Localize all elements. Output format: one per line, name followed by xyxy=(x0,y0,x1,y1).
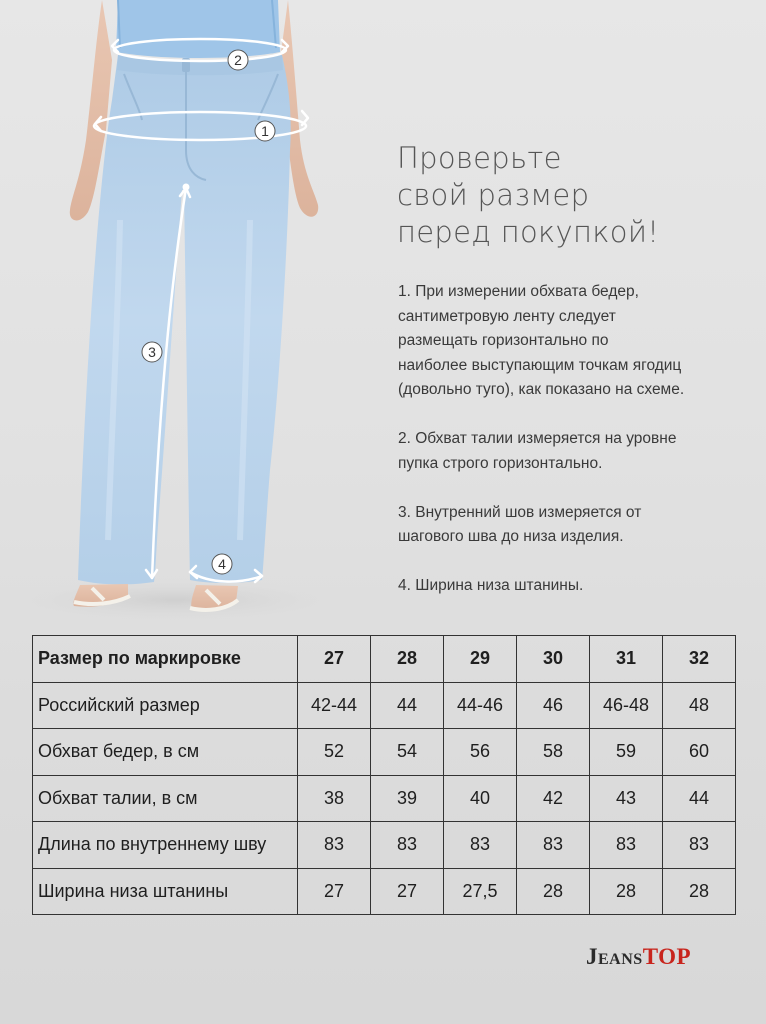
table-cell: Ширина низа штанины xyxy=(33,868,298,915)
table-cell: 43 xyxy=(590,775,663,822)
table-cell: 54 xyxy=(371,729,444,776)
table-cell: 44-46 xyxy=(444,682,517,729)
note-waist: 2. Обхват талии измеряется на уровне пупка строго горизонтально. xyxy=(398,430,677,472)
logo-jeans-text: Jeans xyxy=(586,944,643,969)
table-cell: Российский размер xyxy=(33,682,298,729)
logo-top-text: TOP xyxy=(642,944,692,969)
table-cell: 83 xyxy=(444,822,517,869)
table-cell: 42 xyxy=(517,775,590,822)
marker-1 xyxy=(255,121,275,141)
note-hem: 4. Ширина низа штанины. xyxy=(398,577,584,594)
table-cell: 27 xyxy=(371,868,444,915)
table-cell: Обхват талии, в см xyxy=(33,775,298,822)
table-cell: 48 xyxy=(663,682,736,729)
table-cell: 59 xyxy=(590,729,663,776)
table-header-row xyxy=(33,636,736,683)
table-cell: 28 xyxy=(590,868,663,915)
table-cell: 27,5 xyxy=(444,868,517,915)
table-cell: 38 xyxy=(298,775,371,822)
table-cell: 28 xyxy=(517,868,590,915)
marker-3 xyxy=(142,342,162,362)
table-cell: 83 xyxy=(298,822,371,869)
table-cell: 42-44 xyxy=(298,682,371,729)
heading-line: свой размер xyxy=(397,178,590,212)
marker-4 xyxy=(212,554,232,574)
svg-text:1: 1 xyxy=(261,123,269,139)
table-cell: 56 xyxy=(444,729,517,776)
table-cell: 83 xyxy=(517,822,590,869)
blue-top xyxy=(116,0,280,58)
svg-text:3: 3 xyxy=(148,344,156,360)
table-cell: 58 xyxy=(517,729,590,776)
heading-line: Проверьте xyxy=(397,141,562,175)
size-table xyxy=(32,635,736,915)
floor-shadow xyxy=(5,578,345,622)
table-cell: 60 xyxy=(663,729,736,776)
svg-text:4: 4 xyxy=(218,556,226,572)
heading-line: перед покупкой! xyxy=(397,215,660,249)
table-header-cell: 32 xyxy=(663,636,736,683)
page-heading xyxy=(397,140,737,251)
table-cell: 44 xyxy=(371,682,444,729)
table-row xyxy=(33,682,736,729)
marker-2 xyxy=(228,50,248,70)
table-cell: Обхват бедер, в см xyxy=(33,729,298,776)
table-row xyxy=(33,775,736,822)
table-row xyxy=(33,868,736,915)
table-cell: 83 xyxy=(371,822,444,869)
table-cell: 28 xyxy=(663,868,736,915)
table-header-cell: 29 xyxy=(444,636,517,683)
table-cell: 46-48 xyxy=(590,682,663,729)
note-inseam: 3. Внутренний шов измеряется от шагового шва до низа изделия. xyxy=(398,503,642,545)
table-cell: 46 xyxy=(517,682,590,729)
jeanstop-logo xyxy=(586,944,691,970)
table-row xyxy=(33,729,736,776)
table-header-cell: Размер по маркировке xyxy=(33,636,298,683)
measurement-notes xyxy=(398,280,748,599)
table-cell: 83 xyxy=(590,822,663,869)
table-cell: 44 xyxy=(663,775,736,822)
table-header-cell: 28 xyxy=(371,636,444,683)
table-cell: 83 xyxy=(663,822,736,869)
table-cell: 52 xyxy=(298,729,371,776)
svg-text:2: 2 xyxy=(234,52,242,68)
table-cell: 40 xyxy=(444,775,517,822)
table-cell: 39 xyxy=(371,775,444,822)
table-cell: 27 xyxy=(298,868,371,915)
table-header-cell: 31 xyxy=(590,636,663,683)
note-hips: 1. При измерении обхвата бедер, сантиметровую ленту следует размещать горизонтально по наиболее выступающим точкам ягодиц (довольно туго), как показано на схеме. xyxy=(398,283,685,398)
table-cell: Длина по внутреннему шву xyxy=(33,822,298,869)
table-row xyxy=(33,822,736,869)
table-header-cell: 27 xyxy=(298,636,371,683)
table-header-cell: 30 xyxy=(517,636,590,683)
